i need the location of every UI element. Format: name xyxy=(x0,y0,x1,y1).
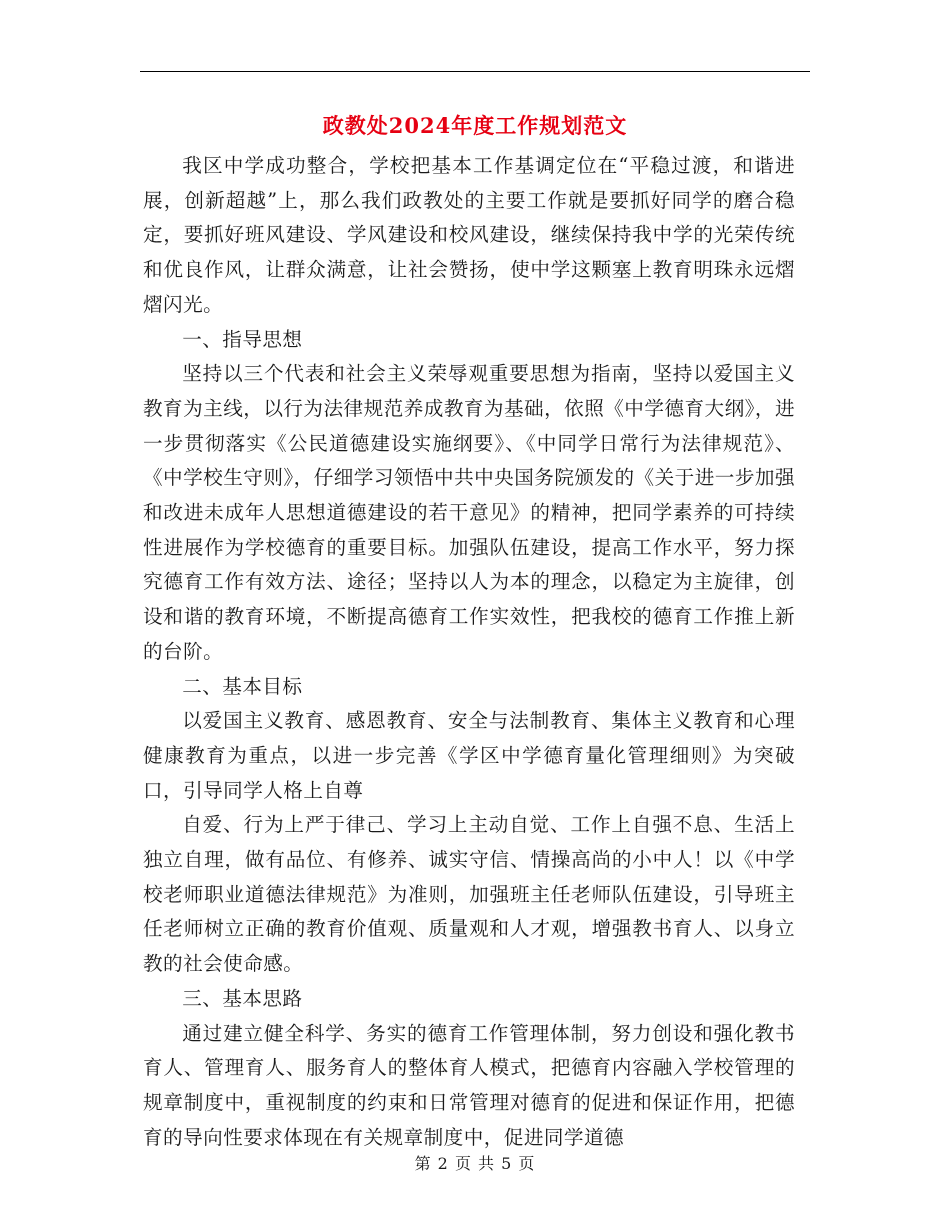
document-body xyxy=(143,149,795,1155)
basic-approach-paragraph: 通过建立健全科学、务实的德育工作管理体制，努力创设和强化教书育人、管理育人、服务育人的整体育人模式，把德育内容融入学校管理的规章制度中，重视制度的约束和日常管理对德育的促进和保证作用，把德育的导向性要求体现在有关规章制度中，促进同学道德 xyxy=(143,1021,795,1149)
intro-paragraph: 我区中学成功整合，学校把基本工作基调定位在“平稳过渡，和谐进展，创新超越”上，那么我们政教处的主要工作就是要抓好同学的磨合稳定，要抓好班风建设、学风建设和校风建设，继续保持我中学的光荣传统和优良作风，让群众满意，让社会赞扬，使中学这颗塞上教育明珠永远熠熠闪光。 xyxy=(143,154,795,316)
section-heading-basic-goals: 二、基本目标 xyxy=(182,674,303,698)
section-heading-basic-approach: 三、基本思路 xyxy=(182,986,303,1010)
guiding-thought-paragraph: 坚持以三个代表和社会主义荣辱观重要思想为指南，坚持以爱国主义教育为主线，以行为法律规范养成教育为基础，依照《中学德育大纲》，进一步贯彻落实《公民道德建设实施纲要》、《中同学日常行为法律规范》、《中学校生守则》，仔细学习领悟中共中央国务院颁发的《关于进一步加强和改进未成年人思想道德建设的若干意见》的精神，把同学素养的可持续性进展作为学校德育的重要目标。加强队伍建设，提高工作水平，努力探究德育工作有效方法、途径；坚持以人为本的理念，以稳定为主旋律，创设和谐的教育环境，不断提高德育工作实效性，把我校的德育工作推上新的台阶。 xyxy=(143,362,795,663)
page-number: 第 2 页 共 5 页 xyxy=(414,1154,536,1173)
basic-goals-paragraph-continued: 自爱、行为上严于律己、学习上主动自觉、工作上自强不息、生活上独立自理，做有品位、有修养、诚实守信、情操高尚的小中人！以《中学校老师职业道德法律规范》为准则，加强班主任老师队伍建设，引导班主任老师树立正确的教育价值观、质量观和人才观，增强教书育人、以身立教的社会使命感。 xyxy=(143,813,795,976)
section-heading-guiding-thought: 一、指导思想 xyxy=(182,327,303,351)
header-rule xyxy=(140,71,810,72)
document-title: 政教处2024年度工作规划范文 xyxy=(322,113,628,138)
basic-goals-paragraph: 以爱国主义教育、感恩教育、安全与法制教育、集体主义教育和心理健康教育为重点，以进一步完善《学区中学德育量化管理细则》为突破口，引导同学人格上自尊 xyxy=(143,709,795,802)
